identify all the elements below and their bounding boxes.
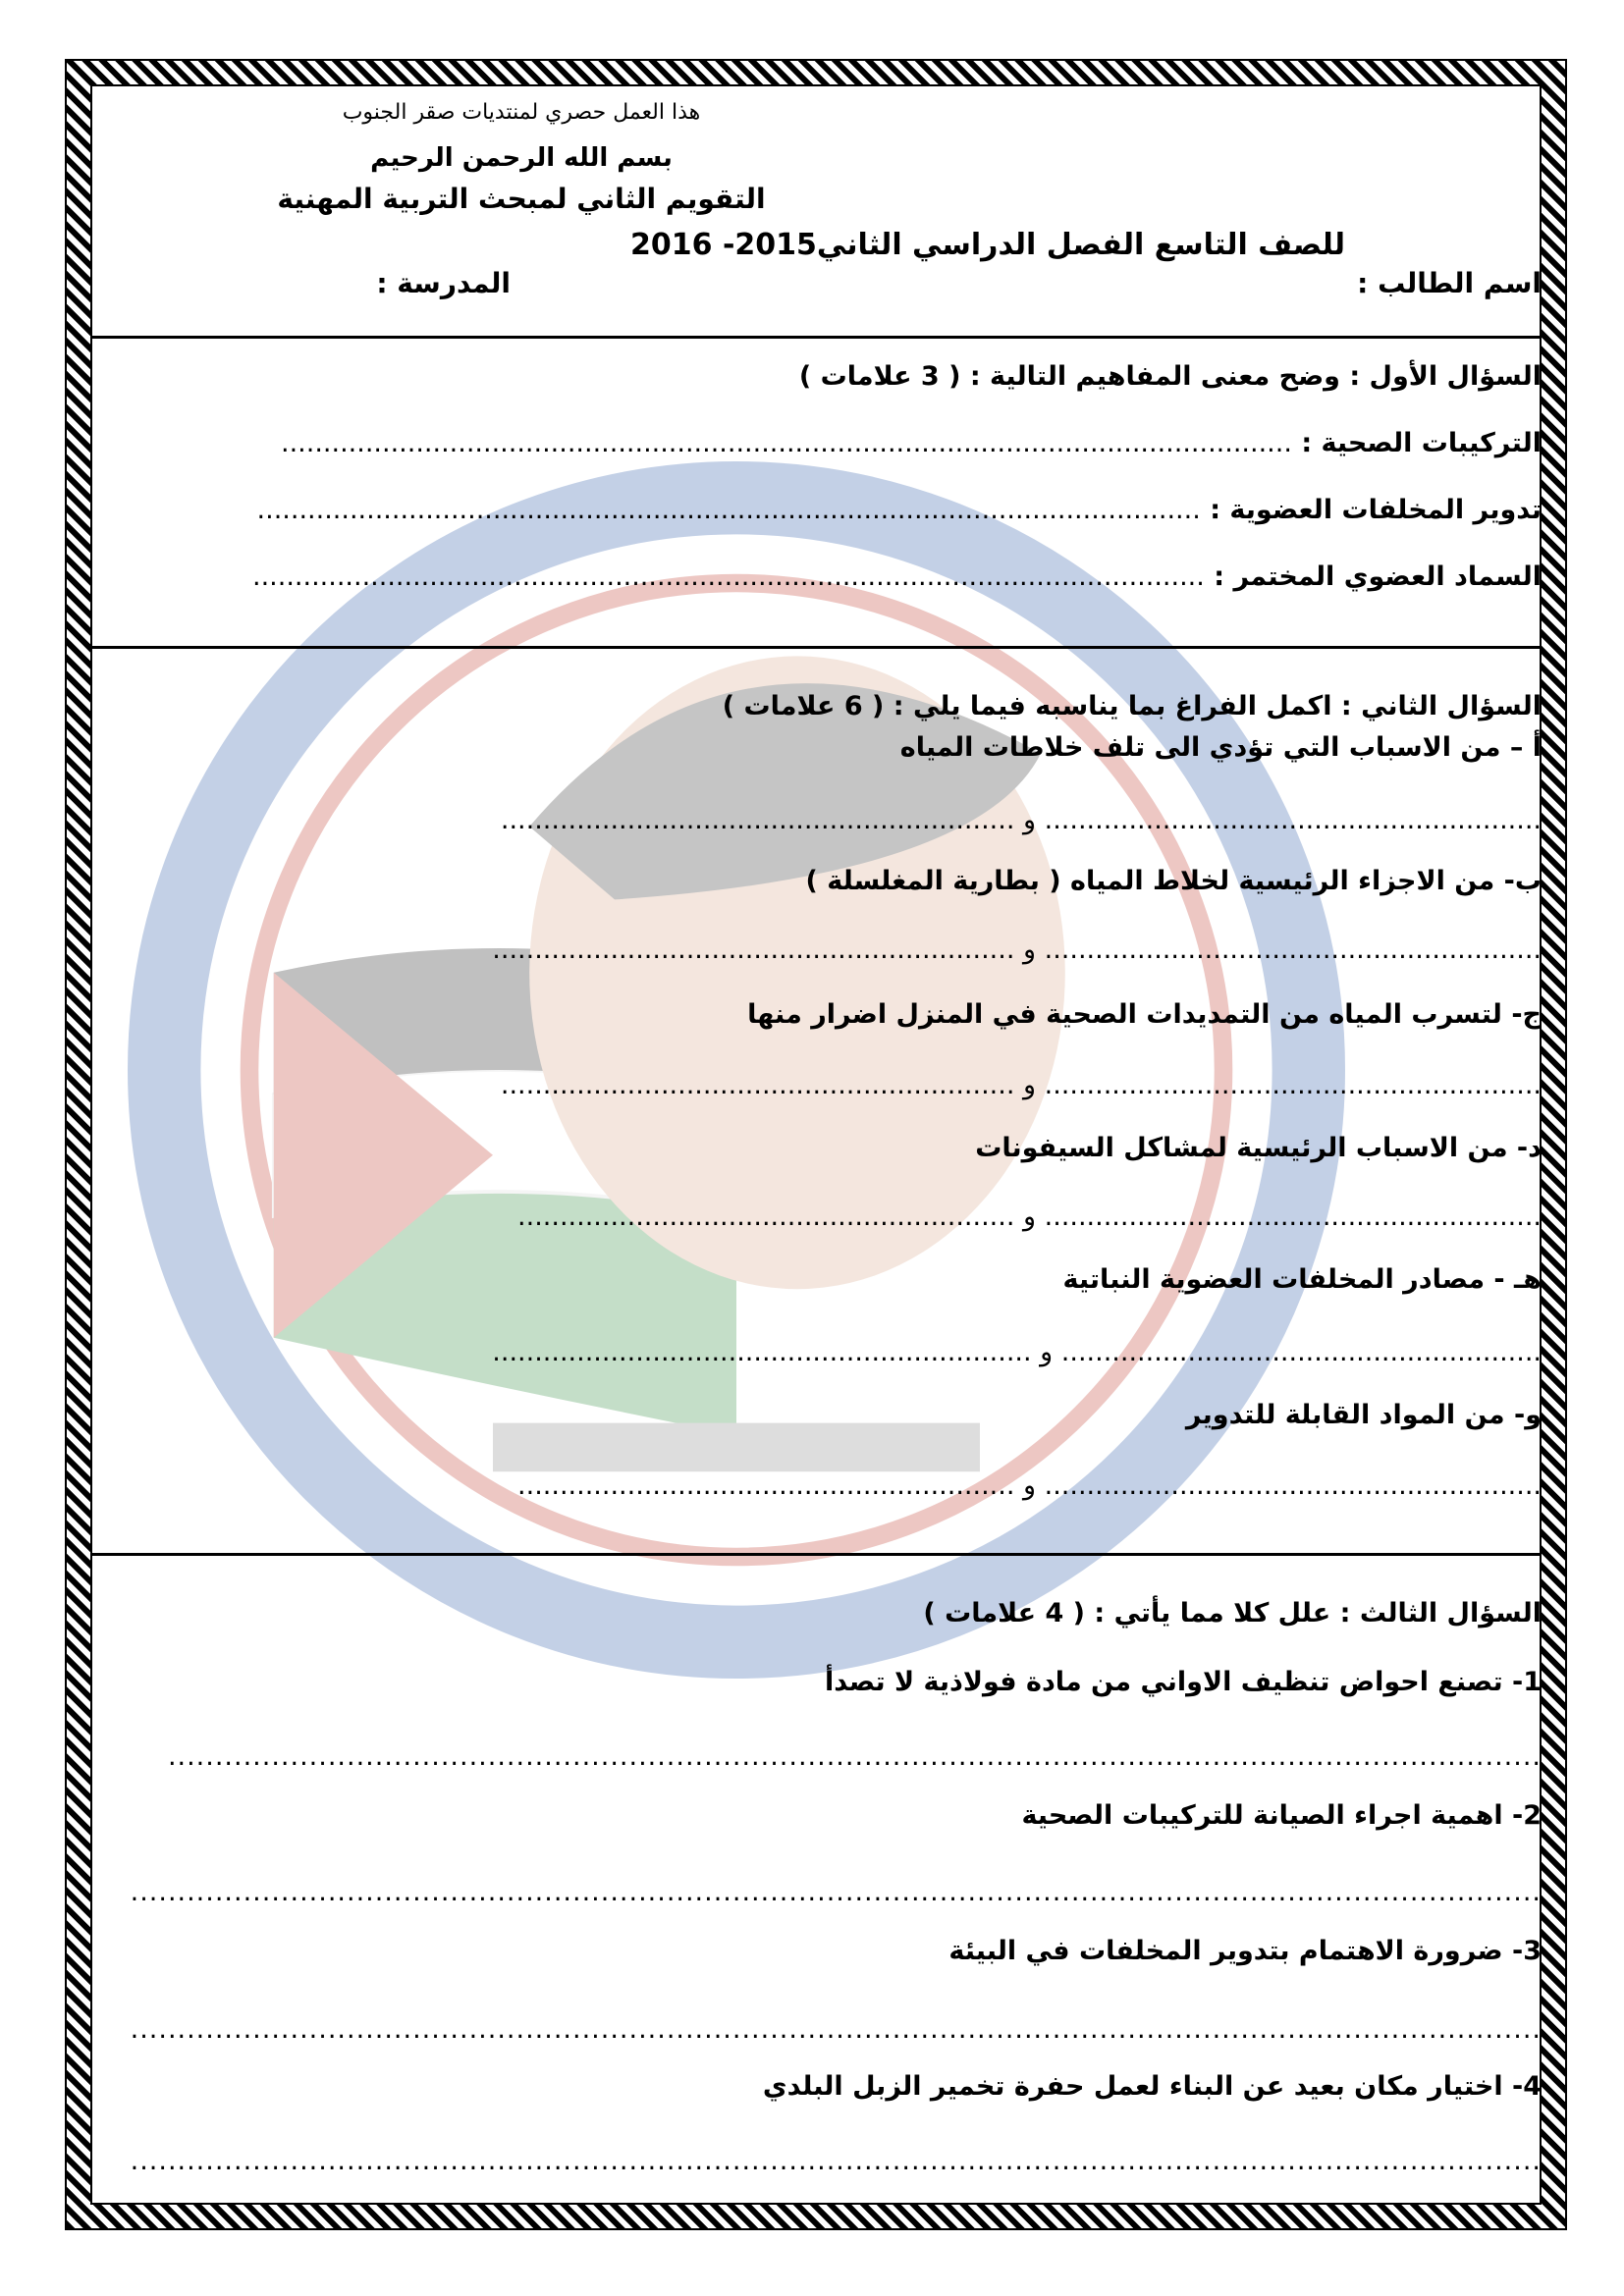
q2-item-label: أ – من الاسباب التي تؤدي الى تلف خلاطات المياه	[899, 732, 1542, 763]
answer-blank[interactable]: ........................................................... و .............................................................	[500, 805, 1542, 835]
grade-term: للصف التاسع الفصل الدراسي الثاني2015- 2016	[630, 228, 1345, 262]
basmala: بسم الله الرحمن الرحيم	[370, 143, 673, 173]
student-info-row	[90, 267, 1542, 306]
answer-blank[interactable]: ........................................................................................................................	[281, 428, 1292, 458]
divider	[90, 646, 1542, 649]
q2-item-label: هـ - مصادر المخلفات العضوية النباتية	[1062, 1264, 1542, 1295]
worksheet-title: التقويم الثاني لمبحث التربية المهنية	[277, 183, 766, 215]
answer-blank[interactable]: ..................................................................................................................................................	[167, 1741, 1542, 1772]
divider	[90, 1553, 1542, 1556]
q3-item-label: 3- ضرورة الاهتمام بتدوير المخلفات في البيئة	[948, 1936, 1542, 1966]
q3-item-label: 4- اختيار مكان بعيد عن البناء لعمل حفرة تخمير الزبل البلدي	[762, 2071, 1542, 2102]
q1-item-label: التركيبات الصحية :	[1291, 428, 1542, 458]
q2-item-label: ج- لتسرب المياه من التمديدات الصحية في المنزل اضرار منها	[747, 999, 1542, 1030]
answer-blank[interactable]: ........................................................... و ...........................................................	[517, 1470, 1542, 1501]
q1-heading: السؤال الأول : وضح معنى المفاهيم التالية : ( 3 علامات )	[798, 361, 1542, 392]
q1-item	[90, 561, 1542, 592]
q1-item	[90, 428, 1542, 458]
divider	[90, 336, 1542, 339]
worksheet	[90, 84, 1542, 2205]
answer-blank[interactable]: ......................................................................................................................................................	[130, 2146, 1542, 2176]
q2-item-label: ب- من الاجزاء الرئيسية لخلاط المياه ( بطارية المغلسلة )	[805, 866, 1542, 896]
q3-heading: السؤال الثالث : علل كلا مما يأتي : ( 4 علامات )	[923, 1598, 1542, 1629]
answer-blank[interactable]: ................................................................................................................	[256, 495, 1201, 525]
q1-item	[90, 495, 1542, 525]
q3-item-label: 2- اهمية اجراء الصيانة للتركيبات الصحية	[1021, 1800, 1542, 1831]
answer-blank[interactable]: ......................................................... و ................................................................	[492, 1337, 1542, 1367]
answer-blank[interactable]: ........................................................... و .............................................................	[500, 1070, 1542, 1100]
answer-blank[interactable]: ......................................................................................................................................................	[130, 2014, 1542, 2045]
q2-item-label: د- من الاسباب الرئيسية لمشاكل السيفونات	[975, 1133, 1542, 1163]
student-name-label: اسم الطالب :	[1357, 267, 1542, 299]
q3-item-label: 1- تصنع احواض تنظيف الاواني من مادة فولاذية لا تصدأ	[825, 1667, 1542, 1697]
school-label: المدرسة :	[376, 267, 511, 299]
answer-blank[interactable]: .................................................................................................................	[252, 561, 1205, 592]
answer-blank[interactable]: ........................................................... و ...........................................................	[517, 1201, 1542, 1232]
answer-blank[interactable]: ........................................................... و ..............................................................	[492, 934, 1542, 965]
q2-item-label: و- من المواد القابلة للتدوير	[1185, 1400, 1542, 1430]
q1-item-label: السماد العضوي المختمر :	[1204, 561, 1542, 592]
answer-blank[interactable]: ......................................................................................................................................................	[130, 1877, 1542, 1907]
q2-heading: السؤال الثاني : اكمل الفراغ بما يناسبه فيما يلي : ( 6 علامات )	[722, 691, 1542, 721]
q1-item-label: تدوير المخلفات العضوية :	[1200, 495, 1542, 525]
exclusive-note: هذا العمل حصري لمنتديات صقر الجنوب	[342, 100, 701, 125]
